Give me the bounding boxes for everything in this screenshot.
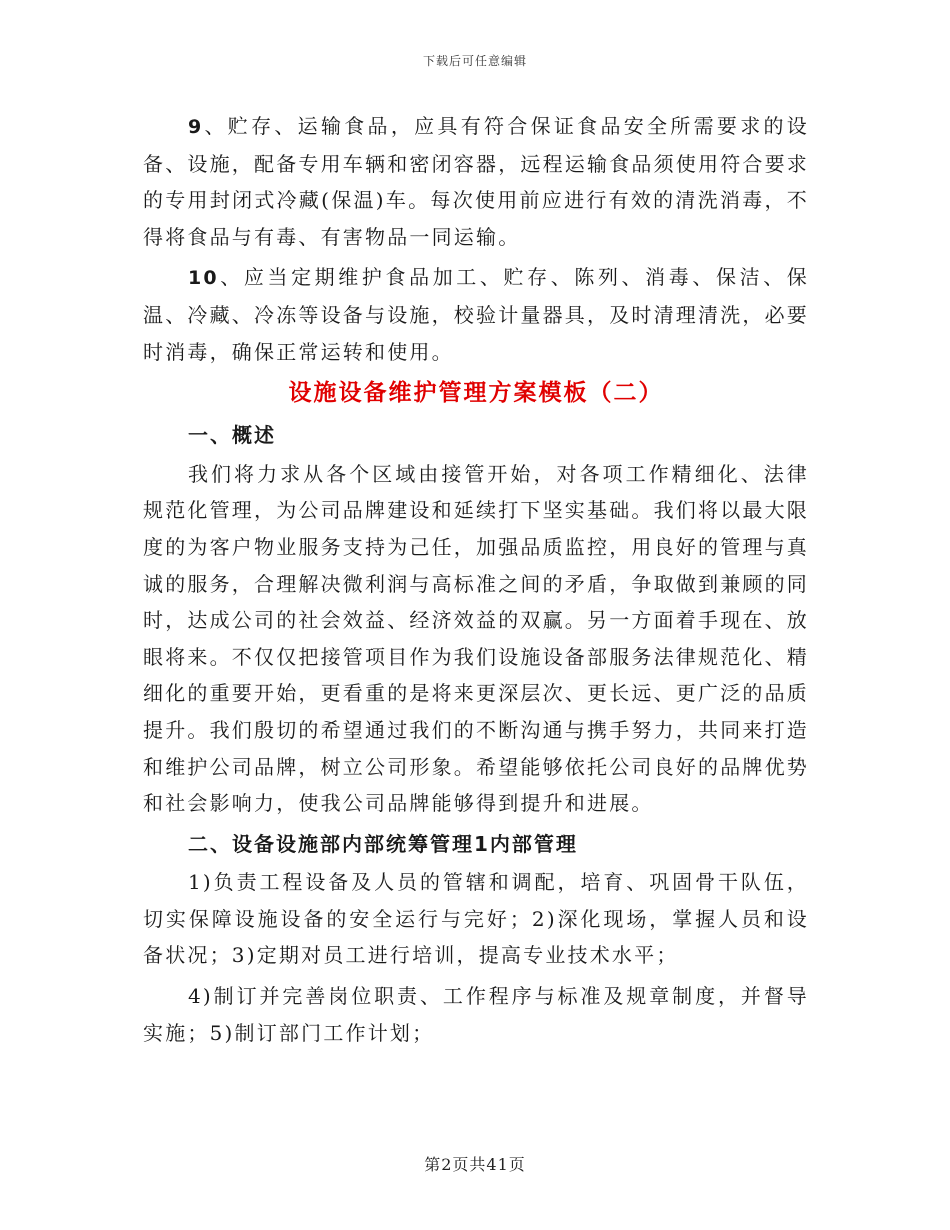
overview-heading: 一、概述 — [188, 423, 276, 448]
item-9-paragraph — [143, 108, 809, 255]
internal-management-para-1: 1)负责工程设备及人员的管辖和调配，培育、巩固骨干队伍，切实保障设施设备的安全运行与完好；2)深化现场，掌握人员和设备状况；3)定期对员工进行培训，提高专业技术水平； — [143, 870, 809, 968]
internal-management-heading: 二、设备设施部内部统筹管理1内部管理 — [188, 831, 578, 856]
overview-body: 我们将力求从各个区域由接管开始，对各项工作精细化、法律规范化管理，为公司品牌建设和延续打下坚实基础。我们将以最大限度的为客户物业服务支持为己任，加强品质监控，用良好的管理与真诚的服务，合理解决微利润与高标准之间的矛盾，争取做到兼顾的同时，达成公司的社会效益、经济效益的双赢。另一方面着手现在、放眼将来。不仅仅把接管项目作为我们设施设备部服务法律规范化、精细化的重要开始，更看重的是将来更深层次、更长远、更广泛的品质提升。我们殷切的希望通过我们的不断沟通与携手努力，共同来打造和维护公司品牌，树立公司形象。希望能够依托公司良好的品牌优势和社会影响力，使我公司品牌能够得到提升和进展。 — [143, 461, 809, 816]
header-note: 下载后可任意编辑 — [422, 54, 527, 68]
section-title: 设施设备维护管理方案模板（二） — [288, 380, 664, 407]
item-10-text: 、应当定期维护食品加工、贮存、陈列、消毒、保洁、保温、冷藏、冷冻等设备与设施，校验计量器具，及时清理清洗，必要时消毒，确保正常运转和使用。 — [143, 265, 809, 364]
internal-management-para-2: 4)制订并完善岗位职责、工作程序与标准及规章制度，并督导实施；5)制订部门工作计划； — [143, 984, 809, 1045]
document-body — [143, 108, 809, 1051]
item-10-number: 10 — [188, 267, 219, 290]
item-9-number: 9 — [188, 116, 204, 138]
item-10-paragraph — [143, 259, 809, 370]
page-footer: 第2页共41页 — [424, 1155, 526, 1174]
item-9-text: 、贮存、运输食品，应具有符合保证食品安全所需要求的设备、设施，配备专用车辆和密闭容器，远程运输食品须使用符合要求的专用封闭式冷藏(保温)车。每次使用前应进行有效的清洗消毒，不得将食品与有毒、有害物品一同运输。 — [143, 114, 809, 249]
